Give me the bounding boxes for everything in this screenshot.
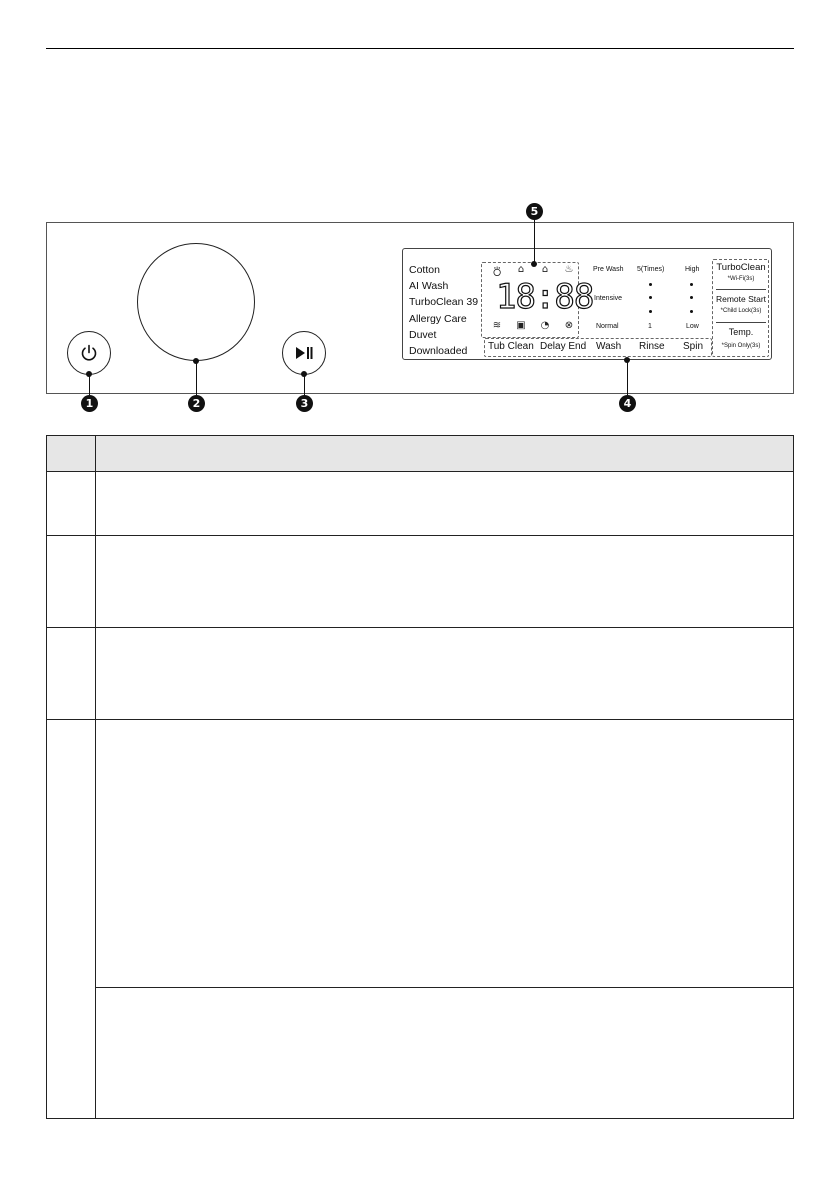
table-row bbox=[47, 988, 794, 1119]
divider bbox=[716, 289, 766, 290]
divider bbox=[716, 322, 766, 323]
callout-line bbox=[196, 361, 197, 396]
program-cotton: Cotton bbox=[409, 264, 440, 276]
table-cell bbox=[96, 720, 794, 988]
program-dial[interactable] bbox=[137, 243, 255, 361]
tub-clean-button[interactable]: Tub Clean bbox=[488, 341, 534, 352]
program-allergy-care: Allergy Care bbox=[409, 312, 467, 325]
callout-5: 5 bbox=[526, 203, 543, 220]
callout-1: 1 bbox=[81, 395, 98, 412]
table-cell bbox=[47, 472, 96, 536]
table-row bbox=[47, 720, 794, 988]
wash-button[interactable]: Wash bbox=[596, 341, 622, 352]
spin-level-dot bbox=[690, 296, 693, 299]
program-turboclean-39: TurboClean 39 bbox=[409, 296, 479, 309]
spin-icon: ⛣ bbox=[492, 267, 502, 278]
wifi-icon: ≋ bbox=[492, 320, 502, 331]
temp-button[interactable]: Temp. bbox=[728, 327, 754, 337]
shirt-icon: ⌂ bbox=[517, 264, 525, 275]
spin-option-low: Low bbox=[686, 323, 699, 330]
table-row bbox=[47, 628, 794, 720]
table-cell bbox=[96, 536, 794, 628]
callout-line bbox=[627, 360, 628, 396]
program-list bbox=[409, 262, 478, 359]
table-cell bbox=[47, 628, 96, 720]
child-lock-icon: ⊗ bbox=[564, 320, 574, 331]
table-cell bbox=[96, 628, 794, 720]
power-icon bbox=[79, 343, 99, 363]
remote-start-button[interactable]: Remote Start bbox=[715, 294, 767, 304]
table-cell bbox=[47, 536, 96, 628]
power-button[interactable] bbox=[67, 331, 111, 375]
child-lock-hold-note: *Child Lock(3s) bbox=[720, 308, 762, 314]
callout-line bbox=[534, 219, 535, 263]
description-table bbox=[46, 435, 794, 1119]
rinse-level-dot bbox=[649, 310, 652, 313]
callout-line bbox=[304, 374, 305, 396]
rinse-option-1: 1 bbox=[648, 323, 652, 330]
rinse-plus-icon: ◔ bbox=[540, 320, 550, 331]
spin-level-dot bbox=[690, 310, 693, 313]
callout-3: 3 bbox=[296, 395, 313, 412]
table-header-row bbox=[47, 436, 794, 472]
table-header-cell bbox=[47, 436, 96, 472]
table-row bbox=[47, 536, 794, 628]
status-icons-bottom bbox=[485, 320, 581, 331]
callout-dot bbox=[531, 261, 537, 267]
table-cell bbox=[47, 720, 96, 1119]
callout-4: 4 bbox=[619, 395, 636, 412]
callout-line bbox=[89, 374, 90, 396]
wash-option-prewash: Pre Wash bbox=[593, 266, 624, 273]
spin-level-dot bbox=[690, 283, 693, 286]
time-display: 18:88 bbox=[496, 277, 594, 317]
spin-button[interactable]: Spin bbox=[683, 341, 704, 352]
rinse-option-5-times: 5(Times) bbox=[637, 266, 665, 273]
program-downloaded: Downloaded bbox=[409, 345, 468, 358]
spin-option-high: High bbox=[685, 266, 700, 273]
table-cell bbox=[96, 988, 794, 1119]
smart-diagnosis-icon: ▣ bbox=[516, 320, 526, 331]
play-pause-icon bbox=[294, 345, 314, 361]
start-pause-button[interactable] bbox=[282, 331, 326, 375]
table-row bbox=[47, 472, 794, 536]
table-header-cell bbox=[96, 436, 794, 472]
rinse-button[interactable]: Rinse bbox=[639, 341, 665, 352]
top-rule bbox=[46, 48, 794, 49]
steam-icon: ♨ bbox=[564, 264, 574, 275]
program-duvet: Duvet bbox=[409, 328, 437, 341]
rinse-level-dot bbox=[649, 296, 652, 299]
turboclean-button[interactable]: TurboClean bbox=[716, 262, 766, 273]
rinse-level-dot bbox=[649, 283, 652, 286]
wash-option-normal: Normal bbox=[596, 323, 619, 330]
callout-2: 2 bbox=[188, 395, 205, 412]
shirt-icon: ⌂ bbox=[541, 264, 549, 275]
program-ai-wash: AI Wash bbox=[409, 280, 449, 293]
delay-end-button[interactable]: Delay End bbox=[540, 341, 587, 352]
wifi-hold-note: *Wi-Fi(3s) bbox=[727, 276, 755, 282]
wash-option-intensive: Intensive bbox=[594, 295, 623, 302]
table-cell bbox=[96, 472, 794, 536]
spin-only-hold-note: *Spin Only(3s) bbox=[721, 343, 761, 349]
